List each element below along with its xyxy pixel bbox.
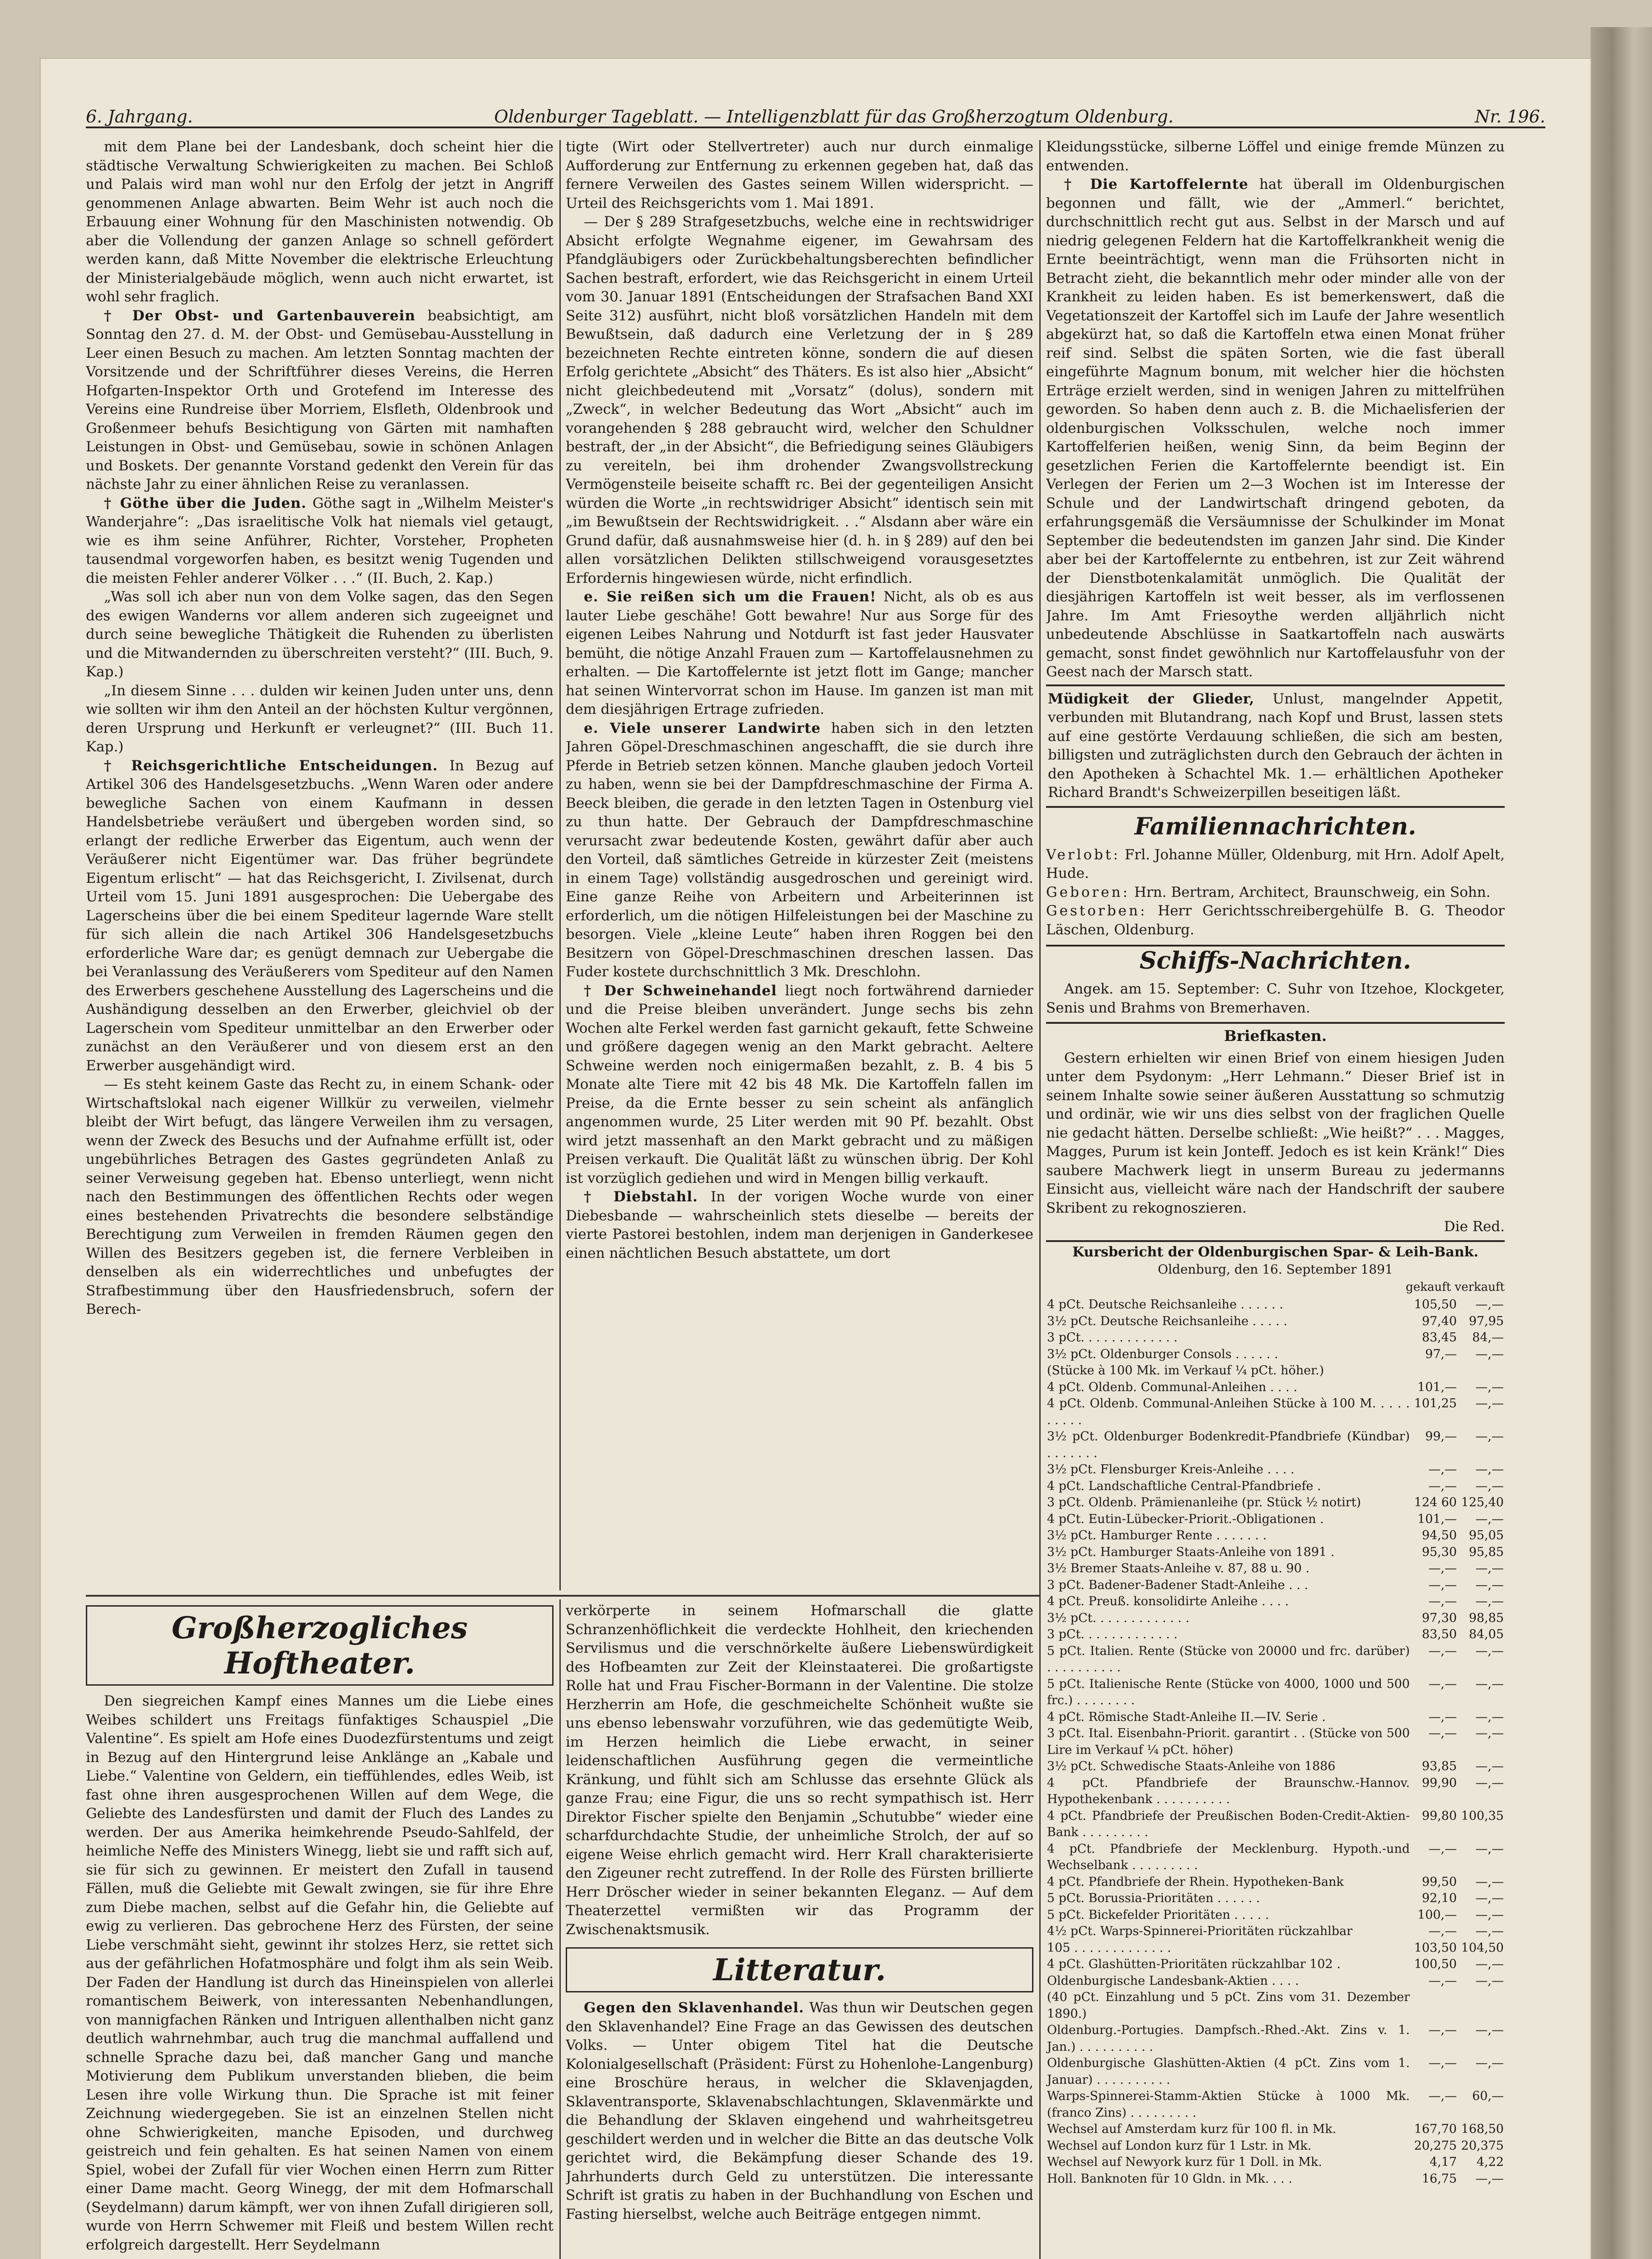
item-heading: Gegen den Sklavenhandel. <box>584 2000 804 2016</box>
sell-price: 100,35 <box>1461 1809 1504 1823</box>
security-name: 3 pCt. . . . . . . . . . . . . <box>1047 1331 1178 1345</box>
exchange-row <box>1046 1643 1505 1676</box>
exchange-row <box>1046 2138 1505 2155</box>
article-text: beabsichtigt, am Sonntag den 27. d. M. der Obst- und Gemüsebau-Ausstellung in Leer einen Besuch zu machen. Am letzten Sonntag machten der Vorsitzende und der Schriftführer dieses Vereins, die Herren Hofgarten-Inspektor Orth und Grotefend im Interesse des Vereins eine Rundreise über Morriem, Elsfleth, Oldenbrook und Großenmeer behufs Besichtigung von Gärten mit namhaften Leistungen in Obst- und Gemüsebau, sowie in schönen Anlagen und Boskets. Der genannte Vorstand gedenkt den Verein für das nächste Jahr zu einer ähnlichen Reise zu veranlassen. <box>86 307 554 492</box>
article-text: tigte (Wirt oder Stellvertreter) auch nur durch einmalige Aufforderung zur Entfernung zu erkennen gegeben hat, daß das fernere Verweilen des Gastes seinem Willen widerspricht. — Urteil des Reichsgerichts vom 1. Mai 1891. <box>566 139 1033 211</box>
article-text: Kleidungsstücke, silberne Löffel und einige fremde Münzen zu entwenden. <box>1046 139 1505 174</box>
sell-price: 95,85 <box>1469 1545 1504 1559</box>
buy-price: 97,— <box>1425 1347 1457 1361</box>
security-name: 3 pCt. Oldenb. Prämienanleihe (pr. Stück ½ notirt) <box>1047 1495 1361 1509</box>
buy-price: —,— <box>1428 2056 1457 2070</box>
article-text: Göthe sagt in „Wilhelm Meister's Wanderjahre“: „Das israelitische Volk hat niemals viel getaugt, wie es ihm seine Anführer, Richter, Vorsteher, Propheten tausendmal vorgeworfen haben, es besitzt wenig Tugenden und die meisten Fehler anderer Völker . . .“ (II. Buch, 2. Kap.) <box>86 495 554 586</box>
security-name: 105 . . . . . . . . . . . . . <box>1047 1940 1171 1955</box>
buy-price: —,— <box>1428 1924 1457 1938</box>
item-heading: † Der Obst- und Gartenbauverein <box>104 307 416 324</box>
exchange-row <box>1046 1478 1505 1495</box>
issue-number: Nr. 196. <box>1474 107 1545 127</box>
buy-price: —,— <box>1428 1710 1457 1724</box>
sell-price: —,— <box>1475 2056 1504 2070</box>
security-name: Oldenburgische Glashütten-Aktien (4 pCt. Zins vom 1. Januar) . . . . . . . . . . <box>1047 2056 1410 2087</box>
masthead: Oldenburger Tageblatt. — Intelligenzblatt für das Großherzogtum Oldenburg. <box>494 107 1174 127</box>
exchange-row <box>1046 1907 1505 1924</box>
buy-price: 97,40 <box>1422 1314 1457 1328</box>
security-name: 4 pCt. Pfandbriefe der Braunschw.-Hannov. Hypothekenbank . . . . . . . . . . <box>1047 1776 1410 1806</box>
column-1 <box>86 138 554 1593</box>
literature-title: Litteratur. <box>566 1947 1033 1992</box>
letterbox-title: Briefkasten. <box>1046 1022 1505 1045</box>
exchange-row <box>1046 1544 1505 1561</box>
buy-price: —,— <box>1428 2023 1457 2037</box>
buy-price: 124 60 <box>1414 1495 1457 1509</box>
ad-lead: Müdigkeit der Glieder, <box>1048 690 1254 707</box>
volume-label: 6. Jahrgang. <box>86 107 193 127</box>
sell-price <box>1458 1989 1505 2022</box>
engaged-label: Verlobt: <box>1046 846 1121 863</box>
security-name: 3½ pCt. Hamburger Staats-Anleihe von 1891 . <box>1047 1545 1335 1559</box>
buy-price: 99,50 <box>1422 1875 1457 1889</box>
column-rule <box>559 1599 561 2259</box>
exchange-row <box>1046 1363 1505 1379</box>
exchange-row <box>1046 1462 1505 1478</box>
buy-price: 92,10 <box>1422 1891 1457 1905</box>
exchange-row <box>1046 1890 1505 1907</box>
sell-price: —,— <box>1475 1776 1504 1790</box>
theater-review-text: verkörperte in seinem Hofmarschall die glatte Schranzenhöflichkeit die verdeckte Hohlheit, den kriechenden Servilismus und die verschnörkelte äußere Liebenswürdigkeit des Hofbeamten zur Zeit der Kleinstaaterei. Die großartigste Rolle hat und Frau Fischer-Bormann in der Valentine. Die stolze Herzherrin am Hofe, die geschmeichelte Schönheit wußte sie uns ebenso lebenswahr vorzuführen, wie das gedemütigte Weib, im Herzen heimlich die Liebe erwacht, in seiner leidenschaftlichen Ausführung gegen die vermeintliche Kränkung, und fühlt sich am Schlusse das ersehnte Glück als ganze Frau; eine Figur, die uns so recht sympathisch ist. Herr Direktor Fischer spielte den Benjamin „Schutubbe“ wieder eine scharfdurchdachte Studie, der unheimliche Strolch, der auf so eigene Weise ehrlich gemacht wird. Herr Krall charakterisierte den Zigeuner recht zutreffend. In der Rolle des Fürsten brillierte Herr Dröscher wieder in seiner bekannten Eleganz. — Auf dem Theaterzettel vermißten wir das Programm der Zwischenaktsmusik. <box>566 1603 1033 1938</box>
sell-price: —,— <box>1475 1578 1504 1592</box>
exchange-row <box>1046 1610 1505 1627</box>
born-text: Hrn. Bertram, Architect, Braunschweig, ein Sohn. <box>1134 884 1491 900</box>
theater-title: Großherzogliches Hoftheater. <box>86 1605 554 1686</box>
article-text: „In diesem Sinne . . . dulden wir keinen Juden unter uns, denn wie sollten wir ihm den Anteil an der höchsten Kultur vergönnen, deren Ursprung und Herkunft er verleugnet?“ (III. Buch 11. Kap.) <box>86 682 554 755</box>
exchange-row <box>1046 1874 1505 1891</box>
column-3 <box>1046 138 1505 2259</box>
died-label: Gestorben: <box>1046 903 1147 919</box>
buy-price: —,— <box>1428 1578 1457 1592</box>
buy-price: 105,50 <box>1414 1298 1457 1312</box>
security-name: 3½ pCt. . . . . . . . . . . . . <box>1047 1611 1190 1625</box>
security-name: 5 pCt. Bickefelder Prioritäten . . . . . <box>1047 1907 1269 1922</box>
article-text: In der vorigen Woche wurde von einer Diebesbande — wahrscheinlich stets dieselbe — bereits der vierte Pastorei bestohlen, indem man derjenigen in Ganderkesee einen nächtlichen Besuch abstattete, um dort <box>566 1189 1033 1261</box>
theater-section <box>86 1602 554 2259</box>
sell-price: —,— <box>1475 2023 1504 2037</box>
security-name: (Stücke à 100 Mk. im Verkauf ¼ pCt. höher.) <box>1047 1364 1324 1378</box>
sell-price: —,— <box>1475 1710 1504 1724</box>
page-header <box>86 90 1545 128</box>
security-name: 4 pCt. Oldenb. Communal-Anleihen . . . . <box>1047 1380 1297 1394</box>
buy-price: —,— <box>1428 1479 1457 1493</box>
sell-price: —,— <box>1475 1842 1504 1856</box>
security-name: 4 pCt. Pfandbriefe der Rhein. Hypotheken-Bank <box>1047 1875 1344 1889</box>
sell-price: —,— <box>1475 1924 1504 1938</box>
security-name: 4 pCt. Landschaftliche Central-Pfandbriefe . <box>1047 1479 1321 1493</box>
sell-price: —,— <box>1475 1891 1504 1905</box>
sell-price: —,— <box>1475 1479 1504 1493</box>
buy-price: 83,45 <box>1422 1331 1457 1345</box>
sell-price: —,— <box>1475 1397 1504 1411</box>
sell-price: —,— <box>1475 1429 1504 1444</box>
ad-text: Unlust, mangelnder Appetit, verbunden mit Blutandrang, nach Kopf und Brust, lassen stets auf eine gestörte Verdauung schließen, die sich am besten, billigsten und zuträglichsten durch den Gebrauch der ächten in den Apotheken à Schachtel Mk. 1.— erhältlichen Apotheker Richard Brandt's Schweizerpillen beseitigen läßt. <box>1048 690 1503 801</box>
sell-price: 84,05 <box>1469 1627 1504 1641</box>
security-name: 4 pCt. Pfandbriefe der Mecklenburg. Hypoth.-und Wechselbank . . . . . . . . . <box>1047 1842 1410 1872</box>
sell-price: 104,50 <box>1461 1940 1504 1955</box>
buy-price: 99,90 <box>1422 1776 1457 1790</box>
buy-price: 94,50 <box>1422 1528 1457 1542</box>
buy-price: —,— <box>1428 2089 1457 2103</box>
article-text: hat überall im Oldenburgischen begonnen und fällt, wie der „Ammerl.“ berichtet, durchschnittlich recht gut aus. Selbst in der Marsch und auf niedrig gelegenen Feldern hat die Kartoffelkrankheit wenig die Ernte beeinträchtigt, wenn man die Frühsorten nicht in Betracht zieht, die bekanntlich mehr oder minder alle von der Krankheit zu leiden haben. Es ist bemerkenswert, daß die Vegetationszeit der Kartoffel sich im Laufe der Jahre wesentlich abgekürzt hat, so daß die Kartoffeln etwa einen Monat früher reif sind. Selbst die späten Sorten, wie die fast überall eingeführte Magnum bonum, mit welcher hier die höchsten Erträge erzielt werden, sind in wenigen Jahren zu mittelfrühen geworden. So haben denn auch z. B. die Michaelisferien der oldenburgischen Volksschulen, welche noch immer Kartoffelferien heißen, wenig Sinn, da beim Beginn der gesetzlichen Ferien die Kartoffelernte beendigt ist. Ein Verlegen der Ferien um 2—3 Wochen ist im Interesse der Schule und der Landwirtschaft dringend geboten, da erfahrungsgemäß die Versäumnisse der Schulkinder im Monat September die bedeutendsten im ganzen Jahr sind. Die Kinder aber bei der Kartoffelernte zu entbehren, ist zur Zeit während der Dienstbotenkalamität unmöglich. Die Qualität der diesjährigen Kartoffeln ist weit besser, als im verflossenen Jahre. Im Amt Friesoythe werden alljährlich nicht unbedeutende Abschlüsse in Saatkartoffeln nach auswärts gemacht, sonst findet gewöhnlich nur Kartoffelausfuhr von der Geest nach der Marsch statt. <box>1046 176 1505 680</box>
security-name: 5 pCt. Borussia-Prioritäten . . . . . . <box>1047 1891 1260 1905</box>
exchange-row <box>1046 1429 1505 1462</box>
buy-price: —,— <box>1428 1644 1457 1658</box>
section-rule <box>86 1595 1039 1597</box>
security-name: 4 pCt. Glashütten-Prioritäten rückzahlbar 102 . <box>1047 1957 1341 1971</box>
security-name: 3½ pCt. Schwedische Staats-Anleihe von 1886 <box>1047 1759 1336 1773</box>
exchange-row <box>1046 1577 1505 1594</box>
article-text: Nicht, als ob es aus lauter Liebe geschähe! Gott bewahre! Nur aus Sorge für des eigenen Leibes Nahrung und Notdurft ist fast jeder Hausvater bemüht, die nötige Anzahl Frauen zum — Kartoffelausnehmen zu erhalten. — Die Kartoffelernte ist jetzt flott im Gange; mancher hat seinen Wintervorrat schon im Hause. Im ganzen ist man mit dem diesjährigen Ertrage zufrieden. <box>566 589 1033 717</box>
exchange-row <box>1046 1923 1505 1940</box>
security-name: 4 pCt. Oldenb. Communal-Anleihen Stücke à 100 M. . . . . . . . . . <box>1047 1397 1410 1427</box>
buy-price: 101,— <box>1417 1380 1457 1394</box>
item-heading: † Diebstahl. <box>584 1189 698 1205</box>
security-name: 5 pCt. Italienische Rente (Stücke von 4000, 1000 und 500 frc.) . . . . . . . . <box>1047 1677 1410 1707</box>
buy-price: —,— <box>1428 1561 1457 1575</box>
security-name: 4 pCt. Pfandbriefe der Preußischen Boden-Credit-Aktien-Bank . . . . . . . . . <box>1047 1809 1410 1839</box>
ship-news-title: Schiffs-Nachrichten. <box>1046 945 1505 975</box>
letterbox-text: Gestern erhielten wir einen Brief von einem hiesigen Juden unter dem Psydonym: „Herr Lehmann.“ Dieser Brief ist in seinem Inhalte sowie seiner äußeren Ausstattung so schmutzig und ordinär, wie wir uns dies selbst von der fraglichen Quelle nie gedacht hätten. Derselbe schließt: „Wie heißt?“ . . . Magges, Magges, Purum ist kein Jonteff. Jedoch es ist kein Kränk!“ Dies saubere Machwerk liegt in unserm Bureau zu jedermanns Einsicht aus, vielleicht wäre nach der Handschrift der saubere Skribent zu rekognoszieren. <box>1046 1050 1505 1216</box>
exchange-row <box>1046 1808 1505 1841</box>
exchange-row <box>1046 1297 1505 1313</box>
article-text: — Der § 289 Strafgesetzbuchs, welche eine in rechtswidriger Absicht erfolgte Wegnahme eigener, im Gewahrsam des Pfandgläubigers oder Zurückbehaltungsberechten befindlicher Sachen bestraft, erfordert, wie das Reichsgericht in einem Urteil vom 30. Januar 1891 (Entscheidungen der Strafsachen Band XXI Seite 312) ausführt, nicht bloß vorsätzlichen Handeln mit dem Bewußtsein, daß dadurch eine Verletzung der in § 289 bezeichneten Rechte eintreten könne, sondern die auf diesen Erfolg gerichtete „Absicht“ des Thäters. Es ist also hier „Absicht“ nicht gleichbedeutend mit „Vorsatz“ (dolus), sondern mit „Zweck“, in welcher Bedeutung das Wort „Absicht“ auch im vorangehenden § 288 gebraucht wird, welcher den Schuldner bestraft, der „in der Absicht“, die Befriedigung seines Gläubigers zu vereiteln, bei ihm drohender Zwangsvollstreckung Vermögensteile beiseite schafft rc. Bei der gegenteiligen Ansicht würden die Worte „in rechtswidriger Absicht“ identisch sein mit „im Bewußtsein der Rechtswidrigkeit. . .“ Alsdann aber wäre ein Grund dafür, daß ausnahmsweise hier (d. h. in § 289) auf den bei allen vorsätzlichen Delikten stillschweigend vorausgesetztes Erfordernis hingewiesen würde, nicht erfindlich. <box>566 214 1033 586</box>
article-text: „Was soll ich aber nun von dem Volke sagen, das den Segen des ewigen Wanderns vor allem anderen sich zugeeignet und durch seine bewegliche Thätigkeit die Ruhenden zu überlisten und die Mitwandernden zu überschreiten versteht?“ (III. Buch, 9. Kap.) <box>86 589 554 680</box>
buy-price: 93,85 <box>1422 1759 1457 1773</box>
buy-price: —,— <box>1428 1594 1457 1608</box>
sell-price: —,— <box>1475 1907 1504 1922</box>
exchange-row <box>1046 1379 1505 1396</box>
item-heading: † Der Schweinehandel <box>584 982 777 999</box>
buy-price: 100,50 <box>1414 1957 1457 1971</box>
exchange-columns-header: gekauft verkauft <box>1406 1280 1505 1294</box>
exchange-row <box>1046 1495 1505 1511</box>
exchange-row <box>1046 2171 1505 2188</box>
exchange-row <box>1046 1775 1505 1808</box>
sell-price: —,— <box>1475 1644 1504 1658</box>
exchange-row <box>1046 1956 1505 1973</box>
security-name: Holl. Banknoten für 10 Gldn. in Mk. . . . <box>1047 2171 1292 2186</box>
exchange-row <box>1046 1593 1505 1610</box>
security-name: 4 pCt. Deutsche Reichsanleihe . . . . . . <box>1047 1298 1283 1312</box>
buy-price: 16,75 <box>1422 2171 1457 2186</box>
sell-price: —,— <box>1475 1875 1504 1889</box>
exchange-row <box>1046 1725 1505 1758</box>
exchange-row <box>1046 1313 1505 1330</box>
buy-price: 167,70 <box>1414 2122 1457 2136</box>
sell-price: 97,95 <box>1469 1314 1504 1328</box>
sell-price: —,— <box>1475 1726 1504 1740</box>
sell-price: —,— <box>1475 1759 1504 1773</box>
security-name: 3½ pCt. Deutsche Reichsanleihe . . . . . <box>1047 1314 1287 1328</box>
born-label: Geboren: <box>1046 884 1130 900</box>
column-rule <box>1039 140 1041 2259</box>
book-spine <box>1591 27 1652 2259</box>
buy-price: —,— <box>1428 1677 1457 1691</box>
exchange-row <box>1046 1626 1505 1643</box>
column-2 <box>566 138 1033 1593</box>
buy-price: 103,50 <box>1414 1940 1457 1955</box>
security-name: Wechsel auf Newyork kurz für 1 Doll. in Mk. <box>1047 2155 1322 2169</box>
buy-price: 83,50 <box>1422 1627 1457 1641</box>
security-name: (40 pCt. Einzahlung und 5 pCt. Zins vom 31. Dezember 1890.) <box>1047 1990 1410 2021</box>
exchange-row <box>1046 2088 1505 2121</box>
sell-price: —,— <box>1475 1957 1504 1971</box>
newspaper-page <box>41 59 1591 2259</box>
buy-price: —,— <box>1428 1842 1457 1856</box>
sell-price: —,— <box>1475 1677 1504 1691</box>
exchange-row <box>1046 1528 1505 1544</box>
security-name: 3 pCt. Ital. Eisenbahn-Priorit. garantirt . . (Stücke von 500 Lire im Verkauf ¼ pCt. höher) <box>1047 1726 1410 1757</box>
buy-price: 99,— <box>1425 1429 1457 1444</box>
security-name: 4 pCt. Preuß. konsolidirte Anleihe . . . . <box>1047 1594 1289 1608</box>
security-name: 5 pCt. Italien. Rente (Stücke von 20000 und frc. darüber) . . . . . . . . . . <box>1047 1644 1410 1674</box>
article-text: liegt noch fortwährend darnieder und die Preise bleiben unverändert. Junge sechs bis zehn Wochen alte Ferkel werden fast garnicht gekauft, fette Schweine und größere dagegen wenig an den Markt gebracht. Aeltere Schweine werden noch einigermaßen bezahlt, z. B. 4 bis 5 Monate alte Tiere mit 42 bis 48 Mk. Die Kartoffeln fallen im Preise, da die Ernte besser zu sein scheint als anfänglich angenommen wurde, 25 Liter werden mit 90 Pf. bezahlt. Obst wird jetzt massenhaft an den Markt gebracht und zu mäßigen Preisen verkauft. Die Qualität läßt zu wünschen übrig. Der Kohl ist vorzüglich gediehen und wird in Mengen billig verkauft. <box>566 982 1033 1186</box>
item-heading: † Die Kartoffelernte <box>1064 176 1248 192</box>
engaged-text: Frl. Johanne Müller, Oldenburg, mit Hrn. Adolf Apelt, Hude. <box>1046 846 1505 881</box>
sell-price: —,— <box>1475 1561 1504 1575</box>
security-name: Wechsel auf Amsterdam kurz für 100 fl. in Mk. <box>1047 2122 1337 2136</box>
exchange-row <box>1046 1973 1505 1990</box>
exchange-report <box>1046 1240 1505 2188</box>
exchange-row <box>1046 1511 1505 1528</box>
sell-price: —,— <box>1475 1512 1504 1526</box>
security-name: Oldenburg.-Portugies. Dampfsch.-Rhed.-Akt. Zins v. 1. Jan.) . . . . . . . . . . <box>1047 2023 1410 2054</box>
literature-text: Was thun wir Deutschen gegen den Sklavenhandel? Eine Frage an das Gewissen des deutschen Volks. — Unter obigem Titel hat die Deutsche Kolonialgesellschaft (Präsident: Fürst zu Hohenlohe-Langenburg) eine Broschüre heraus, in welcher die Sklavenjagden, Sklaventransporte, Sklavenabschlachtungen, Sklavenmärkte und die Behandlung der Sklaven eingehend und wahrheitsgetreu geschildert werden und in welcher die Bitte an das deutsche Volk gerichtet wird, die Bekämpfung dieser Schande des 19. Jahrhunderts durch Geld zu unterstützen. Die interessante Schrift ist gratis zu haben in der Buchhandlung von Eschen und Fasting hierselbst, welche auch Beiträge entgegen nimmt. <box>566 2000 1033 2222</box>
advertisement <box>1046 684 1505 808</box>
exchange-report-title: Kursbericht der Oldenburgischen Spar- & Leih-Bank. <box>1072 1244 1478 1260</box>
family-news-title: Familiennachrichten. <box>1134 812 1417 840</box>
buy-price: 4,17 <box>1429 2155 1457 2169</box>
item-heading: † Göthe über die Juden. <box>104 495 307 511</box>
article-text: mit dem Plane bei der Landesbank, doch scheint hier die städtische Verwaltung Schwierigkeiten zu machen. Bei Schloß und Palais wird man wohl nur den Erfolg der jetzt in Angriff genommenen Anlage abwarten. Beim Wehr ist auch noch die Erbauung einer Wohnung für den Maschinisten notwendig. Ob aber die Vollendung der ganzen Anlage so schnell gefördert werden kann, daß Mitte November die elektrische Erleuchtung der Ministerialgebäude möglich, wenn auch nicht erwartet, ist wohl sehr fraglich. <box>86 139 554 305</box>
buy-price: 95,30 <box>1422 1545 1457 1559</box>
exchange-row <box>1046 2121 1505 2138</box>
buy-price: —,— <box>1428 1973 1457 1988</box>
security-name: 3 pCt. Badener-Badener Stadt-Anleihe . . . <box>1047 1578 1309 1592</box>
exchange-row <box>1046 1561 1505 1577</box>
exchange-row <box>1046 1709 1505 1726</box>
theater-litt-column <box>566 1602 1033 2259</box>
article-text: In Bezug auf Artikel 306 des Handelsgesetzbuchs. „Wenn Waren oder andere bewegliche Sachen von einem Kaufmann in dessen Handelsbetriebe veräußert und übergeben worden sind, so erlangt der redliche Erwerber das Eigentum, auch wenn der Veräußerer nicht Eigentümer war. Das früher begründete Eigentum erlischt“ — hat das Reichsgericht, I. Zivilsenat, durch Urteil vom 15. Juni 1891 ausgesprochen: Die Uebergabe des Lagerscheins über die bei einem Spediteur lagernde Ware stellt für sich allein die nach Artikel 306 Handelsgesetzbuchs erforderliche Ware dar; es genügt demnach zur Uebergabe die bei Veranlassung des Veräußerers vom Spediteur auf den Namen des Erwerbers geschehene Ausstellung des Lagerscheins und die Aushändigung desselben an den Erwerber, gleichviel ob der Lagerschein vom Spediteur unmittelbar an den Erwerber oder zunächst an den Veräußerer und von diesem erst an den Erwerber ausgehändigt wird. <box>86 757 554 1074</box>
sell-price: —,— <box>1475 1298 1504 1312</box>
item-heading: e. Viele unserer Landwirte <box>584 720 821 736</box>
buy-price: —,— <box>1428 1726 1457 1740</box>
sell-price: 98,85 <box>1469 1611 1504 1625</box>
exchange-table <box>1046 1297 1505 2187</box>
theater-review-text: Den siegreichen Kampf eines Mannes um die Liebe eines Weibes schildert uns Freitags fünfaktiges Schauspiel „Die Valentine“. Es spielt am Hofe eines Duodezfürstentums und zeigt in Bezug auf den Hintergrund leise Anklänge an „Kabale und Liebe.“ Valentine von Geldern, ein tieffühlendes, edles Weib, ist fast ohne ihren ausgesprochenen Willen auf dem Wege, die Geliebte des Landesfürsten und damit der Fluch des Landes zu werden. Der aus Amerika heimkehrende Pseudo-Sahlfeld, der heimliche Neffe des Ministers Winegg, liebt sie und rafft sich auf, sie für sich zu gewinnen. Er meistert den Zufall in tausend Fällen, muß die Geliebte mit Gewalt zwingen, sie für ihre Ehre zum Diebe machen, selbst auf die Gefahr hin, die Geliebte auf ewig zu verlieren. Das gebrochene Herz des Fürsten, der seine Liebe verschmäht sieht, gewinnt ihr stolzes Herz, sie rettet sich aus der gefährlichen Hofatmosphäre und folgt ihm als sein Weib. Der Faden der Handlung ist durch das Hineinspielen von allerlei romantischem Beiwerk, von interessanten Nebenhandlungen, von mannigfachen Ränken und Intriguen allenthalben nicht ganz deutlich wahrnehmbar, auch trug die manchmal auffallend und schnelle Sprache dazu bei, daß mancher Gang und manche Motivierung dem Publikum unverstanden blieben, die beim Lesen ihre volle Wirkung thun. Die Sprache ist mit feiner Zeichnung wiedergegeben. Sie ist an einzelnen Stellen nicht ohne Schwierigkeiten, manche Episoden, und durchweg geistreich und fein gehalten. Es hat seinen Namen von einem Spiel, wobei der Zufall für vier Wochen einen Herrn zum Ritter einer Dame macht. Georg Winegg, der mit dem Hofmarschall (Seydelmann) darum kämpft, wer von ihnen Zufall dirigieren soll, wurde von Herrn Schwemer mit Fleiß und bestem Willen recht erfolgreich dargestellt. Herr Seydelmann <box>86 1693 554 2253</box>
buy-price: 101,— <box>1417 1512 1457 1526</box>
article-text: haben sich in den letzten Jahren Göpel-Dreschmaschinen angeschafft, die sie durch ihre Pferde in Betrieb setzen können. Manche glauben jedoch Vorteil zu haben, wenn sie bei der Dampfdreschmaschine der Firma A. Beeck bleiben, die gerade in den letzten Tagen in Ostenburg viel zu thun hatte. Der Gebrauch der Dampfdreschmaschine verursacht zwar bedeutende Kosten, gewährt dafür aber auch den Vorteil, daß sämtliches Getreide in kürzester Zeit (meistens in einem Tage) vollständig ausgedroschen und gereinigt wird. Eine ganze Reihe von Arbeitern und Arbeiterinnen ist erforderlich, um die nötigen Hilfeleistungen bei der Maschine zu besorgen. Viele „kleine Leute“ haben ihren Roggen bei den Besitzern von Göpel-Dreschmaschinen dreschen lassen. Das Fuder kostete durchschnittlich 3 Mk. Dreschlohn. <box>566 720 1033 980</box>
sell-price: 84,— <box>1472 1331 1504 1345</box>
security-name: 4½ pCt. Warps-Spinnerei-Prioritäten rückzahlbar <box>1047 1924 1353 1938</box>
sell-price: 60,— <box>1472 2089 1504 2103</box>
security-name: 3½ Bremer Staats-Anleihe v. 87, 88 u. 90 . <box>1047 1561 1309 1575</box>
died-text: Herr Gerichtsschreibergehülfe B. G. Theodor Läschen, Oldenburg. <box>1046 903 1505 938</box>
buy-price: 20,275 <box>1414 2138 1457 2153</box>
buy-price: 101,25 <box>1414 1397 1457 1411</box>
sell-price: 125,40 <box>1461 1495 1504 1509</box>
sell-price <box>1458 1363 1505 1379</box>
security-name: 3½ pCt. Flensburger Kreis-Anleihe . . . . <box>1047 1462 1295 1476</box>
security-name: Warps-Spinnerei-Stamm-Aktien Stücke à 1000 Mk. (franco Zins) . . . . . . . . . <box>1047 2089 1410 2120</box>
security-name: 4 pCt. Römische Stadt-Anleihe II.—IV. Serie . <box>1047 1710 1326 1724</box>
security-name: Oldenburgische Landesbank-Aktien . . . . <box>1047 1973 1299 1988</box>
exchange-row <box>1046 2022 1505 2055</box>
buy-price: 99,80 <box>1422 1809 1457 1823</box>
sell-price: —,— <box>1475 1462 1504 1476</box>
exchange-row <box>1046 2055 1505 2088</box>
security-name: Wechsel auf London kurz für 1 Lstr. in Mk. <box>1047 2138 1312 2153</box>
article-text: — Es steht keinem Gaste das Recht zu, in einem Schank- oder Wirtschaftslokal nach eigener Willkür zu verweilen, vielmehr bleibt der Wirt befugt, das längere Verweilen ihm zu versagen, wenn der Zweck des Besuchs und der Aufnahme erfüllt ist, oder ungebührliches Betragen des Gastes gegründeten Anlaß zu seiner Verweisung gegeben hat. Ebenso unterliegt, wenn nicht nach den Bestimmungen des öffentlichen Rechts oder wegen eines bestehenden Privatrechts die besondere selbständige Berechtigung zum Verweilen in fremden Räumen gegen den Willen des Besitzers gegeben ist, die fernere Verbleiben in denselben als ein widerrechtliches und unbefugtes der Strafbestimmung über den Hausfriedensbruch, sofern der Berech- <box>86 1076 554 1317</box>
exchange-row <box>1046 1989 1505 2022</box>
security-name: 3½ pCt. Oldenburger Consols . . . . . . <box>1047 1347 1278 1361</box>
buy-price: —,— <box>1428 1462 1457 1476</box>
exchange-report-date: Oldenburg, den 16. September 1891 <box>1158 1261 1393 1277</box>
sell-price: —,— <box>1475 1347 1504 1361</box>
item-heading: e. Sie reißen sich um die Frauen! <box>584 589 877 605</box>
security-name: 3 pCt. . . . . . . . . . . . . <box>1047 1627 1178 1641</box>
exchange-row <box>1046 1676 1505 1709</box>
sell-price: 4,22 <box>1476 2155 1504 2169</box>
buy-price: 100,— <box>1417 1907 1457 1922</box>
sell-price: 168,50 <box>1461 2122 1504 2136</box>
buy-price <box>1411 1363 1458 1379</box>
exchange-row <box>1046 1940 1505 1957</box>
security-name: 3½ pCt. Oldenburger Bodenkredit-Pfandbriefe (Kündbar) . . . . . . . <box>1047 1429 1410 1460</box>
exchange-row <box>1046 1841 1505 1874</box>
sell-price: 20,375 <box>1461 2138 1504 2153</box>
buy-price: 97,30 <box>1422 1611 1457 1625</box>
exchange-row <box>1046 2154 1505 2171</box>
sell-price: —,— <box>1475 1380 1504 1394</box>
ship-news-text: Angek. am 15. September: C. Suhr von Itzehoe, Klockgeter, Senis und Brahms von Bremerhaven. <box>1046 981 1505 1016</box>
exchange-row <box>1046 1330 1505 1346</box>
exchange-row <box>1046 1396 1505 1429</box>
sell-price: 95,05 <box>1469 1528 1504 1542</box>
security-name: 4 pCt. Eutin-Lübecker-Priorit.-Obligationen . <box>1047 1512 1324 1526</box>
exchange-row <box>1046 1346 1505 1363</box>
security-name: 3½ pCt. Hamburger Rente . . . . . . . <box>1047 1528 1267 1542</box>
item-heading: † Reichsgerichtliche Entscheidungen. <box>104 757 438 774</box>
sell-price: —,— <box>1475 1594 1504 1608</box>
sell-price: —,— <box>1475 1973 1504 1988</box>
buy-price <box>1411 1989 1458 2022</box>
sell-price: —,— <box>1475 2171 1504 2186</box>
letterbox-signature: Die Red. <box>1444 1219 1505 1235</box>
column-rule <box>559 140 561 1590</box>
exchange-row <box>1046 1758 1505 1775</box>
